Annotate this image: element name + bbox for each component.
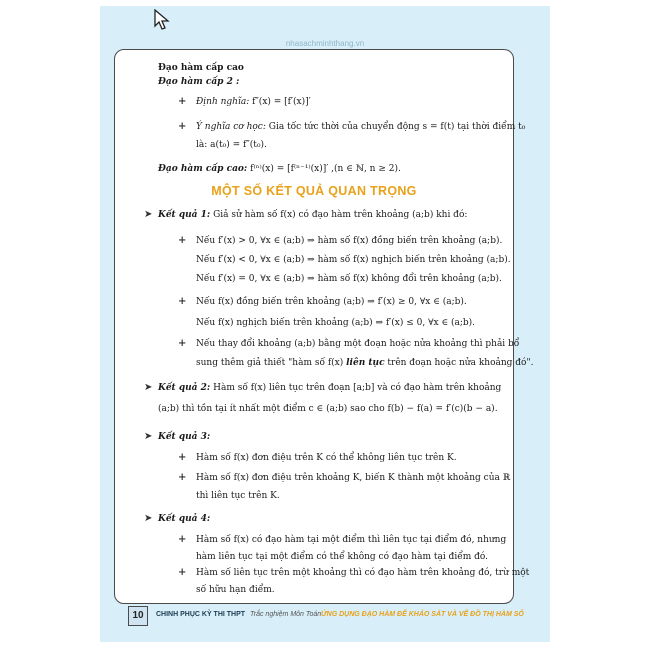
result1-item	[196, 358, 533, 369]
watermark: nhasachminhthang.vn	[285, 39, 365, 48]
bullet-plus-icon: +	[178, 235, 187, 246]
result2-label: Kết quả 2:	[158, 383, 211, 393]
arrow-bullet-icon: ➤	[144, 382, 153, 393]
bullet-plus-icon: +	[178, 121, 187, 132]
bullet-plus-icon: +	[178, 472, 187, 483]
result3-item: thì liên tục trên K.	[196, 491, 280, 501]
bullet-plus-icon: +	[178, 96, 187, 107]
result1-item: Nếu thay đổi khoảng (a;b) bằng một đoạn hoặc nửa khoảng thì phải bổ	[196, 339, 520, 349]
result4-item: hàm liên tục tại một điểm có thể không có đạo hàm tại điểm đó.	[196, 552, 489, 562]
bullet-plus-icon: +	[178, 534, 187, 545]
result1-line	[158, 210, 467, 221]
arrow-bullet-icon: ➤	[144, 209, 153, 220]
mouse-cursor-icon	[154, 9, 170, 31]
bullet-plus-icon: +	[178, 452, 187, 463]
arrow-bullet-icon: ➤	[144, 513, 153, 524]
result1-label: Kết quả 1:	[158, 210, 211, 220]
result1-item: Nếu f(x) nghịch biến trên khoảng (a;b) ⇒ f′(x) ≤ 0, ∀x ∈ (a;b).	[196, 318, 476, 328]
result2-text: Hàm số f(x) liên tục trên đoạn [a;b] và có đạo hàm trên khoảng	[213, 383, 502, 393]
arrow-bullet-icon: ➤	[144, 431, 153, 442]
result1-item: Nếu f′(x) = 0, ∀x ∈ (a;b) ⇒ hàm số f(x) không đổi trên khoảng (a;b).	[196, 274, 502, 284]
result3-item: Hàm số f(x) đơn điệu trên khoảng K, biến K thành một khoảng của ℝ	[196, 473, 511, 483]
definition-formula: f″(x) = [f′(x)]′	[252, 97, 311, 107]
result1-note-emphasis: liên tục	[346, 358, 385, 368]
result1-item: Nếu f′(x) < 0, ∀x ∈ (a;b) ⇒ hàm số f(x) nghịch biến trên khoảng (a;b).	[196, 255, 511, 265]
important-results-heading: MỘT SỐ KẾT QUẢ QUAN TRỌNG	[211, 184, 417, 198]
result4-item: Hàm số liên tục trên một khoảng thì có đạo hàm trên khoảng đó, trừ một	[196, 568, 530, 578]
footer-topic: ỨNG DỤNG ĐẠO HÀM ĐỂ KHẢO SÁT VÀ VẼ ĐỒ THỊ HÀM SỐ	[321, 611, 524, 618]
footer-series-title: CHINH PHỤC KỲ THI THPT	[156, 611, 246, 618]
result3-label: Kết quả 3:	[158, 432, 211, 442]
footer-subject: Trắc nghiệm Môn Toán	[250, 611, 322, 618]
definition-label: Định nghĩa:	[196, 97, 250, 107]
page-number: 10	[128, 606, 148, 626]
meaning-label: Ý nghĩa cơ học:	[196, 122, 266, 132]
result1-text: Giả sử hàm số f(x) có đạo hàm trên khoảng (a;b) khi đó:	[213, 210, 468, 220]
result4-item: Hàm số f(x) có đạo hàm tại một điểm thì liên tục tại điểm đó, nhưng	[196, 535, 507, 545]
meaning-line	[196, 122, 525, 133]
high-order-formula: f⁽ⁿ⁾(x) = [f⁽ⁿ⁻¹⁾(x)]′ ,(n ∈ ℕ, n ≥ 2).	[250, 164, 401, 174]
result2-text-2: (a;b) thì tồn tại ít nhất một điểm c ∈ (a;b) sao cho f(b) − f(a) = f′(c)(b − a).	[158, 404, 498, 414]
result4-label: Kết quả 4:	[158, 514, 211, 524]
result1-note-text: sung thêm giả thiết "hàm số f(x)	[196, 358, 347, 368]
result4-item: số hữu hạn điểm.	[196, 585, 275, 595]
definition-line	[196, 97, 311, 108]
result2-line	[158, 383, 501, 394]
result1-note-text-end: trên đoạn hoặc nửa khoảng đó".	[384, 358, 534, 368]
result3-item: Hàm số f(x) đơn điệu trên K có thể không liên tục trên K.	[196, 453, 457, 463]
bullet-plus-icon: +	[178, 296, 187, 307]
subsection-title: Đạo hàm cấp 2 :	[158, 77, 240, 87]
high-order-line	[158, 164, 401, 175]
page-footer	[100, 602, 550, 632]
result1-item: Nếu f′(x) > 0, ∀x ∈ (a;b) ⇒ hàm số f(x) đồng biến trên khoảng (a;b).	[196, 236, 503, 246]
meaning-text: Gia tốc tức thời của chuyển động s = f(t) tại thời điểm t₀	[268, 122, 526, 132]
section-title: Đạo hàm cấp cao	[158, 63, 244, 73]
bullet-plus-icon: +	[178, 567, 187, 578]
high-order-label: Đạo hàm cấp cao:	[158, 164, 248, 174]
bullet-plus-icon: +	[178, 338, 187, 349]
meaning-text-2: là: a(t₀) = f″(t₀).	[196, 140, 267, 150]
result1-item: Nếu f(x) đồng biến trên khoảng (a;b) ⇒ f′(x) ≥ 0, ∀x ∈ (a;b).	[196, 297, 467, 307]
